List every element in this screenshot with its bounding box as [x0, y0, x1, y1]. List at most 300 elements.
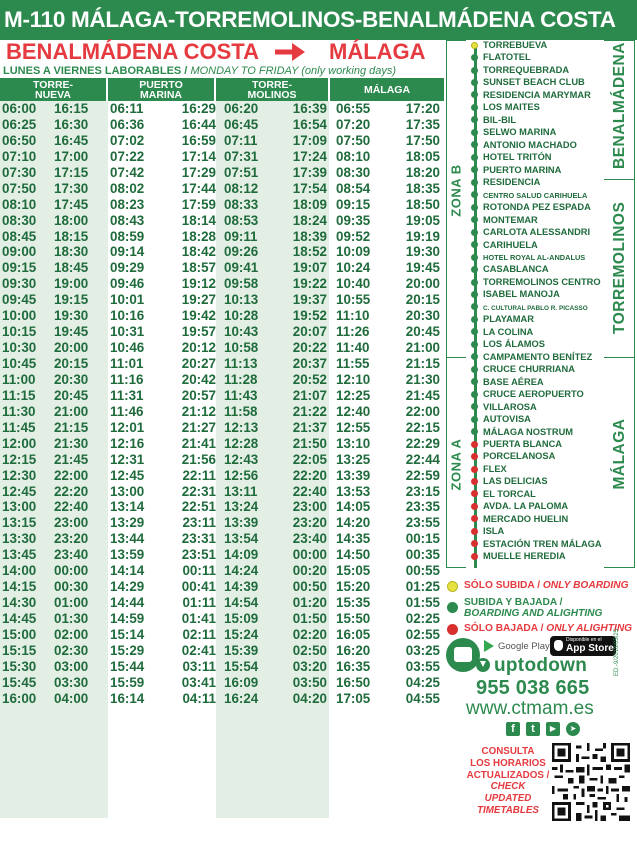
departure-time: 02:25: [405, 611, 440, 626]
departure-time: 18:09: [292, 196, 327, 212]
green-dot-icon: [471, 266, 478, 273]
departure-time: 18:52: [292, 244, 327, 260]
table-row: [0, 356, 444, 372]
stop-item: [468, 51, 608, 63]
departure-time: 08:45: [2, 228, 37, 244]
departure-time: 17:39: [292, 164, 327, 180]
uptodown-badge[interactable]: uptodown: [476, 655, 587, 677]
departure-time: 14:05: [336, 499, 371, 515]
departure-time: 07:51: [224, 164, 259, 180]
stop-item: [468, 201, 608, 213]
stop-name: ANTONIO MACHADO: [483, 139, 577, 150]
departure-time: 23:15: [405, 483, 440, 499]
green-dot-icon: [471, 341, 478, 348]
qr-code-icon[interactable]: [552, 743, 630, 821]
stop-item: [468, 101, 608, 113]
departure-time: 01:41: [181, 611, 216, 626]
departure-time: 16:30: [54, 116, 89, 132]
stop-item: [468, 288, 608, 300]
departure-time: 22:31: [181, 483, 216, 499]
departure-time: 16:14: [110, 690, 145, 706]
departure-time: 15:05: [336, 563, 371, 579]
departure-time: 21:15: [405, 356, 440, 371]
departure-time: 20:07: [292, 324, 327, 340]
departure-time: 06:50: [2, 132, 37, 148]
stop-name: CENTRO SALUD CARIHUELA: [483, 190, 588, 200]
yellow-dot-icon: [471, 42, 478, 49]
departure-time: 22:20: [54, 483, 89, 499]
column-header-puerto-marina: PUERTO MARINA: [108, 78, 214, 101]
departure-time: 20:27: [181, 356, 216, 371]
departure-time: 13:24: [224, 499, 259, 515]
departure-time: 16:00: [2, 690, 37, 706]
column-header-malaga: MÁLAGA: [330, 78, 444, 101]
departure-time: 09:11: [224, 228, 258, 244]
departure-time: 14:45: [2, 611, 37, 626]
stop-item: [468, 114, 608, 126]
table-row: [0, 276, 444, 292]
green-dot-icon: [471, 141, 478, 148]
departure-time: 11:46: [110, 403, 144, 419]
green-dot-icon: [471, 353, 478, 360]
stop-name: FLATOTEL: [483, 52, 531, 63]
departure-time: 11:30: [2, 403, 36, 419]
departure-time: 11:55: [336, 356, 370, 371]
stop-name: EL TORCAL: [483, 488, 536, 499]
stop-item: [468, 301, 608, 313]
departure-time: 08:54: [336, 180, 371, 196]
municipality-benalmadena: BENALMÁDENA: [611, 42, 628, 169]
stop-legend: [444, 580, 634, 634]
edition-reference: ED.-9/2018/05/25: [614, 628, 620, 676]
departure-time: 22:00: [54, 467, 89, 483]
departure-time: 15:44: [110, 658, 145, 674]
table-row: [0, 659, 444, 675]
departure-time: 04:25: [405, 674, 440, 690]
table-row: [0, 260, 444, 276]
departure-time: 21:30: [54, 435, 89, 451]
departure-time: 13:25: [336, 451, 371, 467]
stop-item: [468, 64, 608, 76]
departure-time: 00:20: [292, 563, 327, 579]
green-dot-icon: [471, 366, 478, 373]
departure-time: 09:46: [110, 276, 145, 292]
stop-item: [468, 176, 608, 188]
departure-time: 22:00: [405, 403, 440, 419]
departure-time: 18:42: [181, 244, 216, 260]
stop-item: [468, 251, 608, 263]
stop-name: AUTOVISA: [483, 414, 531, 425]
departure-time: 07:42: [110, 164, 145, 180]
green-dot-icon: [471, 67, 478, 74]
google-play-badge[interactable]: Google Play: [484, 640, 550, 652]
green-dot-icon: [471, 104, 478, 111]
departure-time: 19:45: [405, 260, 440, 276]
departure-time: 15:24: [224, 626, 259, 642]
stop-item: [468, 239, 608, 251]
departure-time: 10:28: [224, 308, 259, 324]
departure-time: 10:45: [2, 356, 37, 371]
departure-time: 23:35: [405, 499, 440, 515]
departure-time: 17:59: [181, 196, 216, 212]
red-dot-icon: [447, 624, 458, 635]
green-dot-icon: [471, 291, 478, 298]
departure-time: 14:54: [224, 595, 259, 611]
bus-app-icon[interactable]: [446, 638, 480, 672]
departure-time: 23:00: [292, 499, 327, 515]
departure-time: 08:43: [110, 212, 145, 228]
departure-time: 02:00: [54, 626, 89, 642]
table-row: [0, 101, 444, 117]
departure-time: 19:57: [181, 324, 216, 340]
stop-item: [468, 39, 608, 51]
departure-time: 07:31: [224, 148, 259, 164]
stop-name: LOS MAITES: [483, 102, 540, 113]
youtube-icon[interactable]: ▶: [546, 722, 560, 736]
departure-time: 12:28: [224, 435, 259, 451]
table-row: [0, 579, 444, 595]
green-dot-icon: [471, 154, 478, 161]
departure-time: 19:07: [292, 260, 327, 276]
table-row: [0, 547, 444, 563]
stop-item: [468, 525, 608, 537]
departure-time: 15:45: [2, 674, 37, 690]
departure-time: 19:52: [292, 308, 327, 324]
departure-time: 09:15: [2, 260, 37, 276]
red-dot-icon: [471, 441, 478, 448]
green-dot-icon: [471, 328, 478, 335]
departure-time: 16:59: [181, 132, 216, 148]
stop-name: VILLAROSA: [483, 401, 537, 412]
departure-time: 11:10: [336, 308, 370, 324]
red-dot-icon: [471, 490, 478, 497]
departure-time: 09:35: [336, 212, 371, 228]
departure-time: 08:10: [2, 196, 37, 212]
departure-time: 10:46: [110, 340, 145, 356]
twitter-icon[interactable]: t: [526, 722, 540, 736]
departure-time: 10:00: [2, 308, 37, 324]
departure-time: 08:02: [110, 180, 145, 196]
departure-time: 22:59: [405, 467, 440, 483]
table-row: [0, 452, 444, 468]
departure-time: 23:11: [182, 515, 216, 531]
departure-time: 16:39: [292, 101, 327, 116]
departure-time: 11:00: [2, 371, 36, 387]
stop-name: C. CULTURAL PABLO R. PICASSO: [483, 304, 588, 312]
stop-name: CAMPAMENTO BENÍTEZ: [483, 351, 593, 362]
departure-time: 21:41: [181, 435, 216, 451]
stop-name: LAS DELICIAS: [483, 476, 548, 487]
stop-name: LOS ÁLAMOS: [483, 339, 545, 350]
departure-time: 13:39: [336, 467, 371, 483]
departure-time: 03:00: [54, 658, 89, 674]
departure-time: 09:30: [2, 276, 37, 292]
departure-time: 16:15: [54, 101, 89, 116]
green-dot-icon: [471, 403, 478, 410]
route-direction: [6, 40, 446, 64]
stop-item: [468, 401, 608, 413]
stop-item: [468, 164, 608, 176]
stop-list: [468, 39, 608, 563]
departure-time: 22:29: [405, 435, 440, 451]
departure-time: 09:45: [2, 292, 37, 308]
departure-time: 23:51: [181, 547, 216, 563]
green-dot-icon: [471, 116, 478, 123]
departure-time: 10:40: [336, 276, 371, 292]
departure-time: 15:39: [224, 642, 259, 658]
green-dot-icon: [471, 191, 478, 198]
stop-name: PUERTO MARINA: [483, 164, 562, 175]
column-header-torrenueva: TORRE- NUEVA: [0, 78, 106, 101]
departure-time: 21:50: [292, 435, 327, 451]
departure-time: 12:43: [224, 451, 259, 467]
download-icon: [476, 658, 490, 672]
stop-item: [468, 426, 608, 438]
departure-time: 08:30: [2, 212, 37, 228]
departure-time: 01:00: [54, 595, 89, 611]
departure-time: 17:45: [54, 196, 89, 212]
departure-time: 00:11: [182, 563, 216, 579]
departure-time: 04:20: [292, 690, 327, 706]
stop-item: [468, 326, 608, 338]
departure-time: 03:50: [292, 674, 327, 690]
departure-time: 06:25: [2, 116, 37, 132]
stop-item: [468, 313, 608, 325]
departure-time: 20:00: [405, 276, 440, 292]
departure-time: 12:15: [2, 451, 37, 467]
stop-item: [468, 126, 608, 138]
departure-time: 04:00: [54, 690, 89, 706]
departure-time: 12:16: [110, 435, 145, 451]
green-dot-icon: [471, 428, 478, 435]
departure-time: 19:22: [292, 276, 327, 292]
departure-time: 20:15: [405, 292, 440, 308]
departure-time: 00:30: [54, 579, 89, 595]
departure-time: 13:44: [110, 531, 145, 547]
departure-time: 23:40: [292, 531, 327, 547]
green-dot-icon: [471, 391, 478, 398]
departure-time: 17:30: [54, 180, 89, 196]
departure-time: 18:50: [405, 196, 440, 212]
website-link[interactable]: www.ctmam.es: [466, 698, 594, 719]
stop-name: MÁLAGA NOSTRUM: [483, 426, 574, 437]
legend-both: SUBIDA Y BAJADA / BOARDING AND ALIGHTING: [444, 597, 634, 619]
departure-time: 13:59: [110, 547, 145, 563]
timetable: [0, 101, 444, 707]
table-row: [0, 117, 444, 133]
departure-time: 00:55: [405, 563, 440, 579]
green-dot-icon: [471, 91, 478, 98]
departure-time: 07:20: [336, 116, 371, 132]
stop-name: PORCELANOSA: [483, 451, 556, 462]
stop-name: HOTEL ROYAL AL-ANDALUS: [483, 252, 586, 262]
stop-item: [468, 438, 608, 450]
departure-time: 21:00: [405, 340, 440, 356]
departure-time: 01:50: [292, 611, 327, 626]
departure-time: 17:24: [292, 148, 327, 164]
legend-boarding: SÓLO SUBIDA / ONLY BOARDING: [444, 580, 634, 591]
stop-item: [468, 139, 608, 151]
departure-time: 16:29: [181, 101, 216, 116]
departure-time: 12:45: [2, 483, 37, 499]
table-row: [0, 484, 444, 500]
table-row: [0, 213, 444, 229]
departure-time: 23:20: [292, 515, 327, 531]
departure-time: 11:40: [336, 340, 370, 356]
departure-time: 13:14: [110, 499, 145, 515]
table-row: [0, 308, 444, 324]
departure-time: 21:30: [405, 371, 440, 387]
red-dot-icon: [471, 503, 478, 510]
stop-name: SUNSET BEACH CLUB: [483, 77, 585, 88]
departure-time: 01:11: [182, 595, 216, 611]
departure-time: 11:43: [224, 387, 258, 403]
departure-time: 18:30: [54, 244, 89, 260]
departure-time: 09:00: [2, 244, 37, 260]
stop-item: [468, 488, 608, 500]
departure-time: 12:00: [2, 435, 37, 451]
departure-time: 21:56: [181, 451, 216, 467]
departure-time: 21:45: [405, 387, 440, 403]
table-row: [0, 499, 444, 515]
departure-time: 14:14: [110, 563, 145, 579]
departure-time: 14:29: [110, 579, 145, 595]
departure-time: 17:44: [181, 180, 216, 196]
table-row: [0, 404, 444, 420]
telegram-icon[interactable]: ➤: [566, 722, 580, 736]
departure-time: 01:30: [54, 611, 89, 626]
stop-item: [468, 513, 608, 525]
departure-time: 10:43: [224, 324, 259, 340]
departure-time: 22:40: [54, 499, 89, 515]
departure-time: 21:07: [292, 387, 327, 403]
phone-number[interactable]: 955 038 665: [476, 677, 590, 699]
departure-time: 20:57: [181, 387, 216, 403]
stop-item: [468, 475, 608, 487]
stop-name: PUERTA BLANCA: [483, 439, 563, 449]
green-dot-icon: [471, 316, 478, 323]
departure-time: 21:27: [181, 419, 216, 435]
departure-time: 11:26: [336, 324, 370, 340]
departure-time: 17:50: [405, 132, 440, 148]
stop-name: CRUCE CHURRIANA: [483, 364, 575, 375]
departure-time: 13:29: [110, 515, 145, 531]
app-store-badge[interactable]: Disponible en el App Store: [550, 636, 616, 656]
departure-time: 16:54: [292, 116, 327, 132]
departure-time: 03:30: [54, 674, 89, 690]
route-origin: BENALMÁDENA COSTA: [6, 39, 259, 64]
stop-item: [468, 338, 608, 350]
departure-time: 03:25: [405, 642, 440, 658]
departure-time: 14:20: [336, 515, 371, 531]
departure-time: 20:22: [292, 340, 327, 356]
departure-time: 11:01: [110, 356, 144, 371]
departure-time: 11:15: [2, 387, 36, 403]
stop-item: [468, 463, 608, 475]
table-row: [0, 563, 444, 579]
departure-time: 02:55: [405, 626, 440, 642]
departure-time: 01:20: [292, 595, 327, 611]
departure-time: 22:15: [405, 419, 440, 435]
departure-time: 19:30: [54, 308, 89, 324]
departure-time: 20:52: [292, 371, 327, 387]
departure-time: 17:05: [336, 690, 371, 706]
departure-time: 01:55: [405, 595, 440, 611]
departure-time: 17:15: [54, 164, 89, 180]
departure-time: 12:10: [336, 371, 371, 387]
departure-time: 08:59: [110, 228, 145, 244]
red-dot-icon: [471, 466, 478, 473]
departure-time: 23:55: [405, 515, 440, 531]
departure-time: 22:05: [292, 451, 327, 467]
departure-time: 16:35: [336, 658, 371, 674]
stop-name: CARIHUELA: [483, 239, 538, 250]
zone-b-label: ZONA B: [448, 164, 464, 217]
stop-item: [468, 151, 608, 163]
departure-time: 15:15: [2, 642, 37, 658]
departure-time: 19:05: [405, 212, 440, 228]
departure-time: 07:11: [224, 132, 258, 148]
departure-time: 11:16: [110, 371, 144, 387]
stop-name: RESIDENCIA MARYMAR: [483, 89, 591, 100]
departure-time: 09:15: [336, 196, 371, 212]
departure-time: 11:58: [224, 403, 258, 419]
departure-time: 10:16: [110, 308, 145, 324]
stop-item: [468, 538, 608, 550]
departure-time: 18:05: [405, 148, 440, 164]
stop-name: AVDA. LA PALOMA: [483, 501, 569, 512]
departure-time: 23:40: [54, 547, 89, 563]
departure-time: 09:14: [110, 244, 145, 260]
facebook-icon[interactable]: f: [506, 722, 520, 736]
table-row: [0, 531, 444, 547]
green-dot-icon: [471, 416, 478, 423]
green-dot-icon: [471, 204, 478, 211]
departure-time: 10:24: [336, 260, 371, 276]
departure-time: 16:50: [336, 674, 371, 690]
departure-time: 22:51: [181, 499, 216, 515]
stop-item: [468, 500, 608, 512]
stop-item: [468, 413, 608, 425]
departure-time: 18:24: [292, 212, 327, 228]
departure-time: 17:09: [292, 132, 327, 148]
departure-time: 15:59: [110, 674, 145, 690]
departure-time: 21:15: [54, 419, 89, 435]
departure-time: 08:30: [336, 164, 371, 180]
stop-name: ISLA: [483, 526, 505, 537]
departure-time: 18:20: [405, 164, 440, 180]
green-dot-icon: [471, 229, 478, 236]
departure-time: 19:45: [54, 324, 89, 340]
departure-time: 18:00: [54, 212, 89, 228]
departure-time: 22:40: [292, 483, 327, 499]
departure-time: 08:12: [224, 180, 259, 196]
stop-name: MERCADO HUELIN: [483, 513, 569, 524]
departure-time: 20:45: [405, 324, 440, 340]
departure-time: 09:26: [224, 244, 259, 260]
departure-time: 23:20: [54, 531, 89, 547]
departure-time: 20:12: [181, 340, 216, 356]
municipality-malaga: MÁLAGA: [611, 418, 628, 490]
departure-time: 15:20: [336, 579, 371, 595]
departure-time: 07:22: [110, 148, 145, 164]
green-dot-icon: [471, 179, 478, 186]
stop-item: [468, 351, 608, 363]
red-dot-icon: [471, 540, 478, 547]
stop-name: BASE AÉREA: [483, 376, 544, 387]
departure-time: 13:00: [2, 499, 37, 515]
departure-time: 10:01: [110, 292, 145, 308]
